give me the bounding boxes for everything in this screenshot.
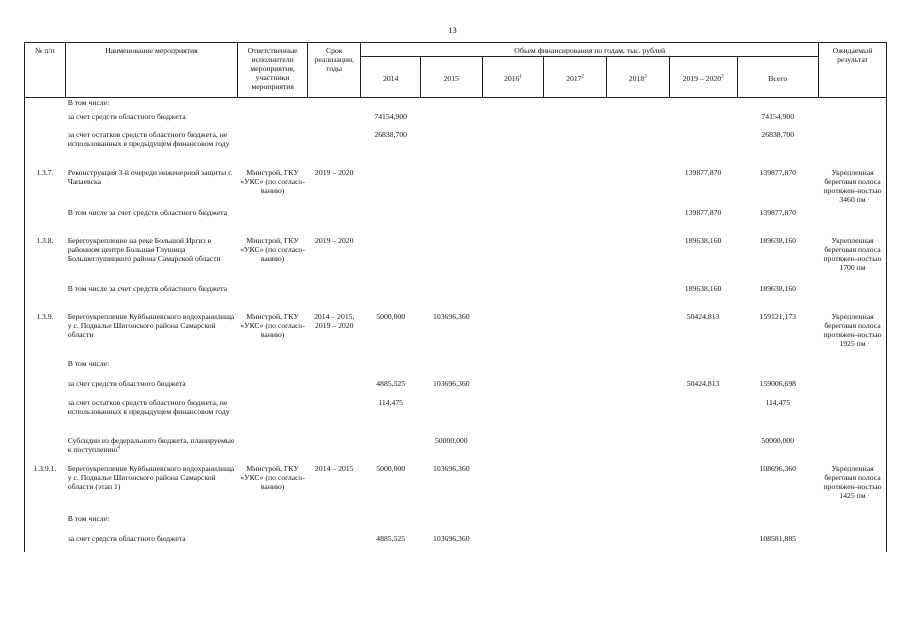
row-responsible — [238, 534, 308, 552]
row-result — [819, 534, 887, 552]
value-2014 — [361, 436, 421, 464]
row-responsible: Минстрой, ГКУ «УКС» (по согласо-ванию) — [240, 235, 305, 263]
row-name: Берегоукрепление Куйбышевского водохранилища у с. Подвалье Шигонского района Самарской области — [67, 311, 235, 339]
row-name: Субсидии из федерального бюджета, планируемые к поступлению$^4$ — [67, 435, 235, 454]
row-result — [819, 284, 887, 312]
row-result — [819, 130, 887, 168]
value-2015 — [420, 236, 482, 284]
value-2017 — [544, 359, 607, 379]
row-result — [819, 514, 887, 534]
value-2017 — [544, 130, 607, 168]
value-2017 — [544, 284, 607, 312]
table-row — [25, 534, 887, 552]
table-row — [25, 436, 887, 464]
header-year: 2018$^3$ — [606, 57, 669, 98]
value-2015: 50000,000 — [434, 435, 468, 445]
value-2018 — [606, 398, 669, 436]
value-2014 — [361, 514, 421, 534]
value-2015 — [420, 514, 482, 534]
header-year: Всего — [737, 57, 819, 98]
row-responsible: Минстрой, ГКУ «УКС» (по согласо-ванию) — [240, 463, 305, 491]
row-name: Берегоукрепление Куйбышевского водохранилища у с. Подвалье Шигонского района Самарской области (этап 1) — [67, 463, 235, 491]
value-2016 — [482, 359, 544, 379]
table-row — [25, 312, 887, 359]
value-2019-2020 — [669, 98, 737, 112]
table-header — [25, 43, 887, 98]
value-2018 — [606, 312, 669, 359]
value-total: 114,475 — [765, 397, 791, 407]
table-row — [25, 208, 887, 236]
value-2018 — [606, 98, 669, 112]
value-2016 — [482, 98, 544, 112]
value-2014 — [361, 168, 421, 208]
row-result: Укрепленная береговая полоса протяжен-ностью 1925 пм — [819, 312, 887, 359]
row-name: за счет средств областного бюджета — [67, 111, 186, 121]
table-row — [25, 398, 887, 436]
value-2016 — [482, 130, 544, 168]
page-number: 13 — [448, 25, 457, 35]
row-number: 1.3.8. — [25, 236, 66, 284]
row-term — [308, 98, 361, 112]
value-2017 — [544, 168, 607, 208]
value-total: 50000,000 — [761, 435, 795, 445]
value-2014: 26838,700 — [374, 129, 408, 139]
row-number: 1.3.9.1. — [25, 464, 66, 514]
value-total: 26838,700 — [761, 129, 795, 139]
row-term — [308, 436, 361, 464]
row-term: 2019 – 2020 — [315, 167, 354, 177]
value-2018 — [606, 514, 669, 534]
row-responsible — [238, 284, 308, 312]
value-2018 — [606, 236, 669, 284]
row-result — [819, 379, 887, 398]
value-2016 — [482, 112, 544, 130]
table-row — [25, 379, 887, 398]
row-name: за счет остатков средств областного бюджета, не использованных в предыдущем финансовом году — [67, 397, 230, 416]
row-result — [819, 436, 887, 464]
value-2017 — [544, 464, 607, 514]
row-number — [25, 112, 66, 130]
row-number — [25, 379, 66, 398]
value-2015: 103696,360 — [433, 533, 470, 543]
row-result — [819, 359, 887, 379]
value-2019-2020: 139877,870 — [684, 167, 722, 177]
value-2016 — [482, 398, 544, 436]
row-term — [308, 398, 361, 436]
value-2017 — [544, 208, 607, 236]
table-row — [25, 112, 887, 130]
value-2018 — [606, 208, 669, 236]
value-total: 159121,173 — [759, 311, 797, 321]
value-2018 — [606, 359, 669, 379]
value-2015 — [420, 168, 482, 208]
header-responsible: Ответственные исполнители мероприятия, участники мероприятия — [238, 43, 308, 98]
row-name: за счет средств областного бюджета — [67, 378, 186, 388]
value-2016 — [482, 168, 544, 208]
row-result — [819, 98, 887, 112]
value-2015 — [420, 112, 482, 130]
header-term: Срок реализации, годы — [308, 43, 361, 98]
value-2015 — [420, 208, 482, 236]
row-result — [819, 398, 887, 436]
row-result — [819, 112, 887, 130]
row-name: за счет средств областного бюджета — [67, 533, 186, 543]
value-2018 — [606, 130, 669, 168]
row-responsible — [238, 514, 308, 534]
value-2014: 114,475 — [378, 397, 404, 407]
value-2015 — [420, 284, 482, 312]
row-name: В том числе за счет средств областного бюджета — [67, 283, 228, 293]
row-name: В том числе: — [67, 358, 110, 368]
row-responsible — [238, 379, 308, 398]
value-2016 — [482, 464, 544, 514]
value-2015 — [420, 359, 482, 379]
value-2019-2020 — [669, 130, 737, 168]
row-term — [308, 514, 361, 534]
table-body — [25, 98, 887, 552]
row-number — [25, 514, 66, 534]
row-number — [25, 534, 66, 552]
table-row — [25, 359, 887, 379]
value-2015 — [420, 98, 482, 112]
value-2017 — [544, 379, 607, 398]
value-total — [737, 514, 819, 534]
value-total: 74154,900 — [761, 111, 795, 121]
row-name: за счет остатков средств областного бюджета, не использованных в предыдущем финансовом году — [67, 129, 230, 148]
header-year: 2019 – 2020$^3$ — [669, 57, 737, 98]
value-2019-2020: 139877,870 — [684, 207, 722, 217]
value-2019-2020 — [669, 359, 737, 379]
value-total: 108581,885 — [759, 533, 797, 543]
header-year: 2016$^1$ — [482, 57, 544, 98]
value-2014: 74154,900 — [374, 111, 408, 121]
value-2018 — [606, 379, 669, 398]
row-responsible — [238, 359, 308, 379]
value-total: 189638,160 — [759, 235, 797, 245]
value-total: 139877,870 — [759, 207, 797, 217]
row-term — [308, 208, 361, 236]
value-2018 — [606, 112, 669, 130]
value-2017 — [544, 312, 607, 359]
row-responsible — [238, 436, 308, 464]
row-term — [308, 130, 361, 168]
value-2018 — [606, 534, 669, 552]
row-name: В том числе: — [67, 513, 110, 523]
value-total: 108696,360 — [759, 463, 797, 473]
value-2017 — [544, 514, 607, 534]
header-year: 2017$^2$ — [544, 57, 607, 98]
value-2015: 103696,360 — [433, 311, 470, 321]
row-result: Укрепленная береговая полоса протяжен-ностью 1700 пм — [819, 236, 887, 284]
value-total — [737, 359, 819, 379]
value-2018 — [606, 168, 669, 208]
value-2014: 5000,000 — [376, 463, 406, 473]
row-name: В том числе за счет средств областного бюджета — [67, 207, 228, 217]
row-name: В том числе: — [67, 98, 110, 107]
value-2014: 4885,525 — [376, 378, 406, 388]
value-2019-2020: 50424,813 — [686, 311, 720, 321]
value-2019-2020 — [669, 534, 737, 552]
row-name: Берегоукрепление на реке Большой Иргиз в районном центре Большая Глушица Большеглушицкого района Самарской области — [67, 235, 221, 263]
header-year: 2015 — [420, 57, 482, 98]
row-responsible — [238, 130, 308, 168]
value-2016 — [482, 514, 544, 534]
header-result: Ожидаемый результат — [819, 43, 887, 98]
value-2015 — [420, 398, 482, 436]
row-term: 2019 – 2020 — [315, 235, 354, 245]
row-result — [819, 208, 887, 236]
header-year: 2014 — [361, 57, 421, 98]
header-name: Наименование мероприятия — [65, 43, 237, 98]
row-term — [308, 284, 361, 312]
value-2015: 103696,360 — [433, 463, 470, 473]
value-total: 189638,160 — [759, 283, 797, 293]
value-2016 — [482, 534, 544, 552]
value-total: 139877,870 — [759, 167, 797, 177]
value-2014 — [361, 284, 421, 312]
row-responsible — [238, 112, 308, 130]
table-row — [25, 98, 887, 112]
row-number: 1.3.7. — [25, 168, 66, 208]
table-row — [25, 284, 887, 312]
value-2015 — [420, 130, 482, 168]
row-number: 1.3.9. — [25, 312, 66, 359]
row-responsible: Минстрой, ГКУ «УКС» (по согласо-ванию) — [240, 167, 305, 195]
row-name: Реконструкция 3-й очереди инженерной защиты г. Чапаевска — [67, 167, 233, 186]
row-result: Укрепленная береговая полоса протяжен-ностью 1425 пм — [819, 464, 887, 514]
value-total: 159006,698 — [759, 378, 797, 388]
row-number — [25, 398, 66, 436]
value-2019-2020 — [669, 464, 737, 514]
row-term — [308, 379, 361, 398]
value-2018 — [606, 284, 669, 312]
row-number — [25, 98, 66, 112]
value-2016 — [482, 236, 544, 284]
row-responsible — [238, 208, 308, 236]
value-2014 — [361, 208, 421, 236]
value-2016 — [482, 284, 544, 312]
value-2014: 5000,000 — [376, 311, 406, 321]
value-2014 — [361, 359, 421, 379]
header-funding: Объем финансирования по годам, тыс. рублей — [361, 43, 819, 57]
row-term — [308, 112, 361, 130]
value-2018 — [606, 464, 669, 514]
row-responsible — [238, 98, 308, 112]
row-result: Укрепленная береговая полоса протяжен-ностью 3460 пм — [819, 168, 887, 208]
value-2015: 103696,360 — [433, 378, 470, 388]
table-row — [25, 130, 887, 168]
funding-table — [24, 42, 887, 552]
header-num: № п/п — [25, 43, 66, 98]
value-2017 — [544, 398, 607, 436]
value-2019-2020: 50424,813 — [686, 378, 720, 388]
value-2019-2020 — [669, 112, 737, 130]
value-2017 — [544, 436, 607, 464]
value-2016 — [482, 312, 544, 359]
value-total — [737, 98, 819, 112]
value-2019-2020: 189638,160 — [684, 283, 722, 293]
row-term: 2014 – 2015 — [315, 463, 354, 473]
row-term: 2014 – 2015, 2019 – 2020 — [314, 311, 355, 330]
value-2014 — [361, 236, 421, 284]
value-2016 — [482, 436, 544, 464]
value-2016 — [482, 208, 544, 236]
row-term — [308, 359, 361, 379]
table-row — [25, 464, 887, 514]
table-row — [25, 514, 887, 534]
value-2018 — [606, 436, 669, 464]
row-number — [25, 359, 66, 379]
row-number — [25, 284, 66, 312]
value-2017 — [544, 98, 607, 112]
row-responsible — [238, 398, 308, 436]
row-responsible: Минстрой, ГКУ «УКС» (по согласо-ванию) — [240, 311, 305, 339]
table-row — [25, 168, 887, 208]
value-2019-2020 — [669, 436, 737, 464]
value-2017 — [544, 534, 607, 552]
row-number — [25, 208, 66, 236]
row-term — [308, 534, 361, 552]
value-2019-2020: 189638,160 — [684, 235, 722, 245]
value-2019-2020 — [669, 514, 737, 534]
value-2017 — [544, 236, 607, 284]
value-2019-2020 — [669, 398, 737, 436]
value-2017 — [544, 112, 607, 130]
value-2016 — [482, 379, 544, 398]
table-row — [25, 236, 887, 284]
value-2014 — [361, 98, 421, 112]
value-2014: 4885,525 — [376, 533, 406, 543]
row-number — [25, 436, 66, 464]
row-number — [25, 130, 66, 168]
